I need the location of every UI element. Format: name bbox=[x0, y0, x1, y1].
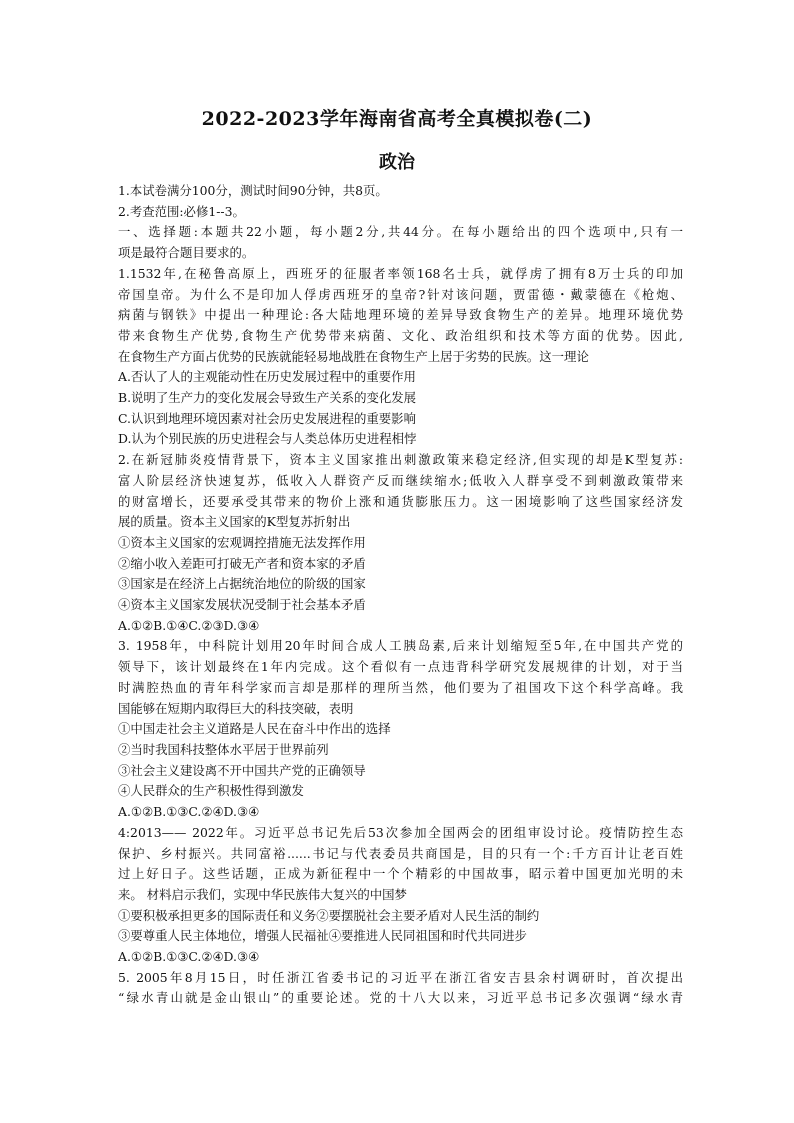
question-2-statement: ②缩小收入差距可打破无产者和资本家的矛盾 bbox=[118, 555, 366, 571]
question-4-statement: ③要尊重人民主体地位，增强人民福祉④要推进人民同祖国和时代共同进步 bbox=[118, 928, 527, 944]
section-instruction-line: 一、选择题:本题共22小题，每小题2分,共44分。在每小题给出的四个选项中,只有一 bbox=[118, 224, 683, 240]
question-2-stem-line: 的财富增长，还要承受其带来的物价上涨和通货膨胀压力。这一困境影响了这些国家经济发 bbox=[118, 493, 683, 509]
question-2-statement: ①资本主义国家的宏观调控措施无法发挥作用 bbox=[118, 534, 366, 550]
question-3-options: A.①②B.①③C.②④D.③④ bbox=[118, 804, 260, 820]
question-4-statement: ①要积极承担更多的国际责任和义务②要摆脱社会主要矛盾对人民生活的制约 bbox=[118, 907, 540, 923]
question-3-statement: ②当时我国科技整体水平居于世界前列 bbox=[118, 741, 329, 757]
question-3-statement: ①中国走社会主义道路是人民在奋斗中作出的选择 bbox=[118, 721, 391, 737]
subject-heading: 政治 bbox=[379, 152, 415, 173]
question-1-option: B.说明了生产力的变化发展会导致生产关系的变化发展 bbox=[118, 390, 417, 406]
question-2-stem-line: 2.在新冠肺炎疫情背景下，资本主义国家推出刺激政策来稳定经济,但实现的却是K型复苏: bbox=[118, 452, 683, 468]
instruction-line: 1.本试卷满分100分，测试时间90分钟，共8页。 bbox=[118, 183, 388, 198]
question-3-stem-line: 3. 1958年，中科院计划用20年时间合成人工胰岛素,后来计划缩短至5年,在中国共产党的 bbox=[118, 638, 683, 654]
question-4-stem-line: 保护、乡村振兴。共同富裕......书记与代表委员共商国是，目的只有一个:千方百计让老百姓 bbox=[118, 845, 683, 861]
exam-body bbox=[118, 181, 683, 1009]
question-2-options: A.①②B.①④C.②③D.③④ bbox=[118, 617, 260, 633]
question-2-stem-line: 富人阶层经济快速复苏，低收入人群资产反而继续缩水;低收入人群享受不到刺激政策带来 bbox=[118, 472, 683, 488]
instruction-line: 2.考查范围:必修1--3。 bbox=[118, 203, 245, 219]
question-3-statement: ③社会主义建设离不开中国共产党的正确领导 bbox=[118, 762, 366, 778]
question-5-stem-line: 5. 2005年8月15日，时任浙江省委书记的习近平在浙江省安吉县余村调研时，首次提出 bbox=[118, 969, 683, 985]
question-2-statement: ④资本主义国家发展状况受制于社会基本矛盾 bbox=[118, 597, 366, 613]
question-5-stem-line: “绿水青山就是金山银山”的重要论述。党的十八大以来，习近平总书记多次强调“绿水青 bbox=[118, 990, 683, 1006]
question-3-stem-line: 时满腔热血的青年科学家而言却是那样的理所当然，他们要为了祖国攻下这个科学高峰。我 bbox=[118, 679, 683, 695]
exam-title: 2022-2023学年海南省高考全真模拟卷(二) bbox=[201, 108, 593, 130]
question-4-stem-line: 过上好日子。这些话题，正成为新征程中一个个精彩的中国故事，昭示着中国更加光明的未 bbox=[118, 866, 683, 882]
question-1-stem-line: 1.1532年,在秘鲁高原上，西班牙的征服者率领168名士兵，就俘虏了拥有8万士兵的印加 bbox=[118, 265, 683, 281]
question-2-stem-line: 展的质量。资本主义国家的K型复苏折射出 bbox=[118, 514, 351, 530]
question-3-stem-line: 领导下，该计划最终在1年内完成。这个看似有一点违背科学研究发展规律的计划，对于当 bbox=[118, 659, 683, 675]
question-3-stem-line: 国能够在短期内取得巨大的科技突破，表明 bbox=[118, 700, 354, 716]
question-1-stem-line: 帝国皇帝。为什么不是印加人俘虏西班牙的皇帝?针对该问题，贾雷德・戴蒙德在《枪炮、 bbox=[118, 286, 683, 302]
question-1-stem-line: 带来食物生产优势,食物生产优势带来病菌、文化、政治组织和技术等方面的优势。因此, bbox=[118, 327, 683, 343]
section-instruction-line: 项是最符合题目要求的。 bbox=[118, 245, 255, 261]
question-3-statement: ④人民群众的生产积极性得到激发 bbox=[118, 783, 304, 799]
question-1-option: D.认为个别民族的历史进程会与人类总体历史进程相悖 bbox=[118, 431, 417, 447]
question-4-stem-line: 4:2013—— 2022年。习近平总书记先后53次参加全国两会的团组审设讨论。疫情防控生态 bbox=[118, 824, 683, 840]
question-1-stem-line: 在食物生产方面占优势的民族就能轻易地战胜在食物生产上居于劣势的民族。这一理论 bbox=[118, 348, 589, 364]
question-1-option: A.否认了人的主观能动性在历史发展过程中的重要作用 bbox=[118, 369, 416, 385]
question-1-option: C.认识到地理环境因素对社会历史发展进程的重要影响 bbox=[118, 410, 416, 426]
question-2-statement: ③国家是在经济上占据统治地位的阶级的国家 bbox=[118, 576, 366, 592]
question-4-stem-line: 来。 材料启示我们，实现中华民族伟大复兴的中国梦 bbox=[118, 886, 407, 902]
question-1-stem-line: 病菌与钢铁》中提出一种理论:各大陆地理环境的差异导致食物生产的差异。地理环境优势 bbox=[118, 307, 683, 323]
question-4-options: A.①②B.①③C.②④D.③④ bbox=[118, 949, 260, 965]
